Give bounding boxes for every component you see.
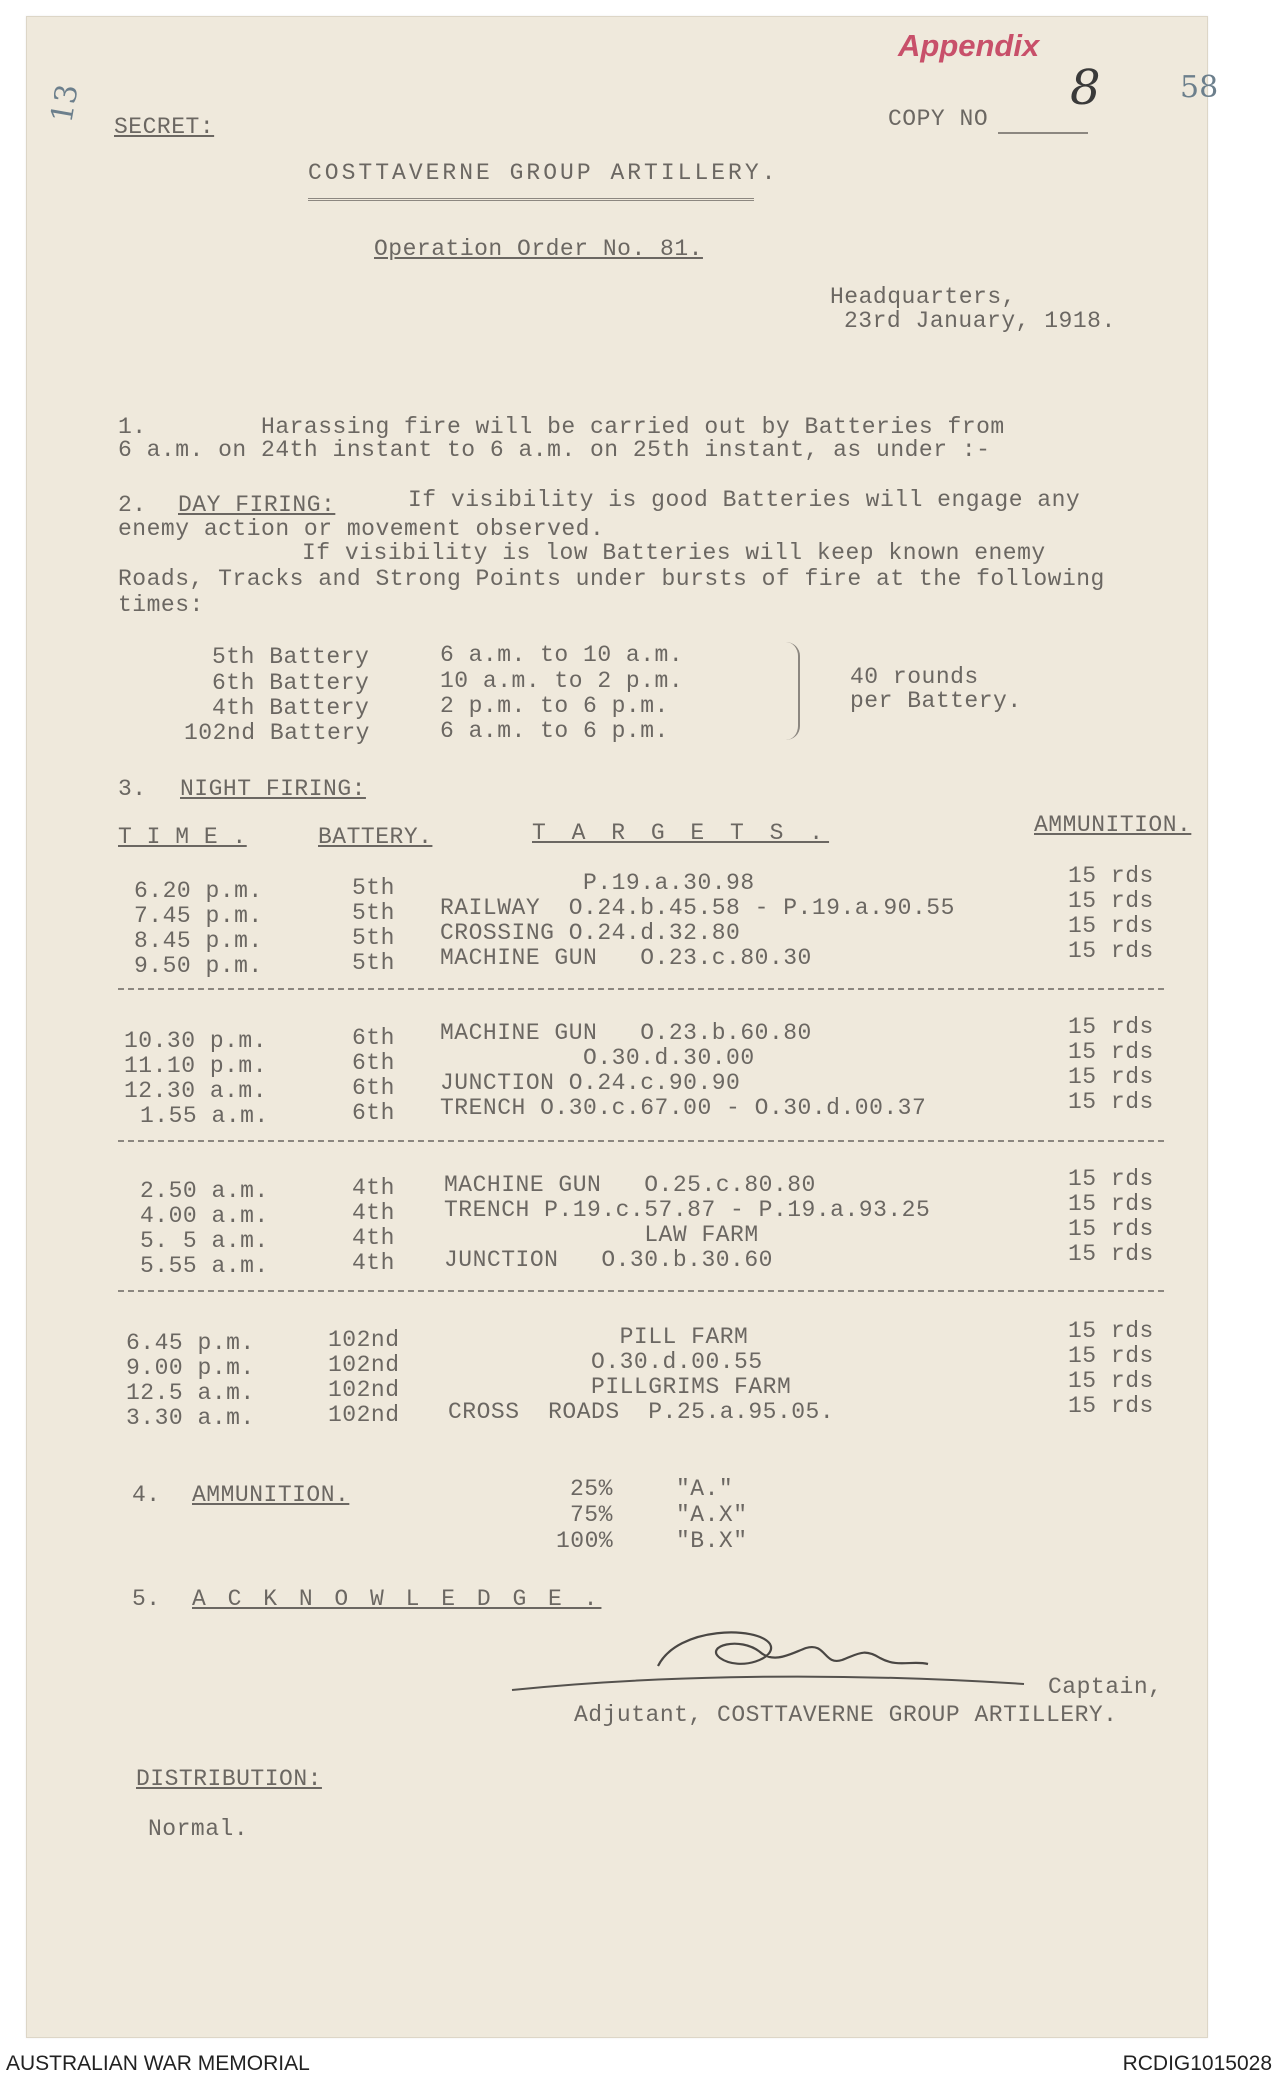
night-battery: 102nd (328, 1402, 400, 1428)
night-time: 2.50 a.m. (140, 1178, 269, 1204)
night-target: O.30.d.00.55 (448, 1349, 763, 1375)
night-target: MACHINE GUN O.25.c.80.80 (444, 1172, 816, 1198)
para2-line-5: times: (118, 592, 204, 618)
night-target: JUNCTION O.30.b.30.60 (444, 1247, 773, 1273)
night-ammo: 15 rds (1068, 913, 1154, 939)
night-battery: 5th (352, 925, 395, 951)
day-time-4: 6 a.m. to 6 p.m. (440, 718, 669, 744)
para2-line-1: If visibility is good Batteries will engage any (408, 487, 1081, 513)
night-time: 11.10 p.m. (124, 1053, 268, 1079)
group-divider (118, 1290, 1164, 1292)
folio-number-right: 58 (1180, 70, 1219, 105)
night-time: 9.00 p.m. (126, 1355, 255, 1381)
night-ammo: 15 rds (1068, 1064, 1154, 1090)
night-target: LAW FARM (444, 1222, 759, 1248)
day-ammo-line-1: 40 rounds (850, 664, 979, 690)
night-time: 8.45 p.m. (134, 928, 263, 954)
signature-appointment: Adjutant, COSTTAVERNE GROUP ARTILLERY. (574, 1702, 1118, 1728)
day-time-3: 2 p.m. to 6 p.m. (440, 693, 669, 719)
night-battery: 4th (352, 1250, 395, 1276)
night-time: 5.55 a.m. (140, 1253, 269, 1279)
day-battery-3: 4th Battery (212, 695, 370, 721)
para2-number: 2. (118, 492, 147, 518)
night-target: MACHINE GUN O.23.c.80.30 (440, 945, 812, 971)
night-target: PILL FARM (448, 1324, 749, 1350)
night-target: P.19.a.30.98 (440, 870, 755, 896)
night-ammo: 15 rds (1068, 1191, 1154, 1217)
night-ammo: 15 rds (1068, 888, 1154, 914)
night-ammo: 15 rds (1068, 1318, 1154, 1344)
ammo-percent-2: 75% (570, 1502, 613, 1528)
night-time: 7.45 p.m. (134, 903, 263, 929)
night-target: RAILWAY O.24.b.45.58 - P.19.a.90.55 (440, 895, 955, 921)
group-divider (118, 988, 1164, 990)
night-target: TRENCH P.19.c.57.87 - P.19.a.93.25 (444, 1197, 931, 1223)
acknowledge-heading: A C K N O W L E D G E . (192, 1586, 602, 1612)
night-ammo: 15 rds (1068, 1393, 1154, 1419)
appendix-stamp: Appendix (898, 28, 1040, 63)
ammo-type-2: "A.X" (676, 1502, 748, 1528)
day-battery-4: 102nd Battery (184, 720, 370, 746)
copy-number-line (998, 132, 1088, 134)
para1-line-1: 1. Harassing fire will be carried out by Batteries from (118, 414, 1005, 440)
hq-line-1: Headquarters, (830, 284, 1016, 310)
col-time-header: T I M E . (118, 824, 247, 850)
night-battery: 4th (352, 1225, 395, 1251)
night-battery: 5th (352, 875, 395, 901)
night-target: CROSS ROADS P.25.a.95.05. (448, 1399, 835, 1425)
signature-scrawl (508, 1618, 1028, 1698)
para3-number: 3. (118, 776, 147, 802)
night-time: 3.30 a.m. (126, 1405, 255, 1431)
night-ammo: 15 rds (1068, 938, 1154, 964)
secret-label: SECRET: (114, 114, 215, 140)
night-time: 1.55 a.m. (140, 1103, 269, 1129)
footer-archive-name: AUSTRALIAN WAR MEMORIAL (6, 2052, 310, 2075)
day-time-2: 10 a.m. to 2 p.m. (440, 668, 684, 694)
night-battery: 6th (352, 1100, 395, 1126)
night-battery: 5th (352, 900, 395, 926)
distribution-heading: DISTRIBUTION: (136, 1766, 322, 1792)
night-battery: 4th (352, 1175, 395, 1201)
unit-title-underline (308, 198, 754, 201)
night-ammo: 15 rds (1068, 1343, 1154, 1369)
day-firing-heading: DAY FIRING: (178, 492, 336, 518)
day-ammo-line-2: per Battery. (850, 688, 1022, 714)
night-time: 10.30 p.m. (124, 1028, 268, 1054)
ammunition-heading: AMMUNITION. (192, 1482, 350, 1508)
ammo-percent-3: 100% (556, 1528, 614, 1554)
para2-line-3: If visibility is low Batteries will keep known enemy (302, 540, 1046, 566)
footer-item-id: RCDIG1015028 (1122, 2052, 1272, 2075)
night-battery: 5th (352, 950, 395, 976)
ammo-type-1: "A." (676, 1476, 734, 1502)
day-battery-1: 5th Battery (212, 644, 370, 670)
para2-line-2: enemy action or movement observed. (118, 516, 605, 542)
day-schedule-brace (786, 642, 800, 740)
night-ammo: 15 rds (1068, 1014, 1154, 1040)
copy-number-label: COPY NO (888, 106, 989, 132)
para2-line-4: Roads, Tracks and Strong Points under bursts of fire at the following (118, 566, 1105, 592)
col-targets-header: T A R G E T S . (532, 820, 830, 846)
distribution-value: Normal. (148, 1816, 249, 1842)
night-battery: 6th (352, 1025, 395, 1051)
night-ammo: 15 rds (1068, 1039, 1154, 1065)
copy-number-handwritten: 8 (1070, 60, 1101, 116)
order-title: Operation Order No. 81. (374, 236, 703, 262)
night-target: O.30.d.30.00 (440, 1045, 755, 1071)
night-firing-heading: NIGHT FIRING: (180, 776, 366, 802)
night-time: 12.30 a.m. (124, 1078, 268, 1104)
night-ammo: 15 rds (1068, 1216, 1154, 1242)
ammo-percent-1: 25% (570, 1476, 613, 1502)
night-time: 4.00 a.m. (140, 1203, 269, 1229)
night-ammo: 15 rds (1068, 1368, 1154, 1394)
folio-number-left: 13 (44, 81, 86, 126)
para4-number: 4. (132, 1482, 161, 1508)
night-target: JUNCTION O.24.c.90.90 (440, 1070, 741, 1096)
night-time: 9.50 p.m. (134, 953, 263, 979)
night-battery: 102nd (328, 1377, 400, 1403)
para1-line-2: 6 a.m. on 24th instant to 6 a.m. on 25th instant, as under :- (118, 437, 991, 463)
night-time: 6.20 p.m. (134, 878, 263, 904)
group-divider (118, 1140, 1164, 1142)
night-ammo: 15 rds (1068, 1089, 1154, 1115)
night-target: TRENCH O.30.c.67.00 - O.30.d.00.37 (440, 1095, 927, 1121)
ammo-type-3: "B.X" (676, 1528, 748, 1554)
day-time-1: 6 a.m. to 10 a.m. (440, 642, 684, 668)
night-ammo: 15 rds (1068, 1166, 1154, 1192)
col-ammo-header: AMMUNITION. (1034, 812, 1192, 838)
night-time: 6.45 p.m. (126, 1330, 255, 1356)
night-ammo: 15 rds (1068, 863, 1154, 889)
night-battery: 4th (352, 1200, 395, 1226)
night-battery: 102nd (328, 1352, 400, 1378)
day-battery-2: 6th Battery (212, 670, 370, 696)
para5-number: 5. (132, 1586, 161, 1612)
night-battery: 6th (352, 1075, 395, 1101)
unit-title: COSTTAVERNE GROUP ARTILLERY. (308, 160, 779, 186)
hq-line-2: 23rd January, 1918. (844, 308, 1116, 334)
col-battery-header: BATTERY. (318, 824, 433, 850)
night-battery: 102nd (328, 1327, 400, 1353)
night-ammo: 15 rds (1068, 1241, 1154, 1267)
night-target: PILLGRIMS FARM (448, 1374, 792, 1400)
night-time: 5. 5 a.m. (140, 1228, 269, 1254)
night-target: CROSSING O.24.d.32.80 (440, 920, 741, 946)
signature-rank: Captain, (1048, 1674, 1163, 1700)
night-battery: 6th (352, 1050, 395, 1076)
night-target: MACHINE GUN O.23.b.60.80 (440, 1020, 812, 1046)
night-time: 12.5 a.m. (126, 1380, 255, 1406)
